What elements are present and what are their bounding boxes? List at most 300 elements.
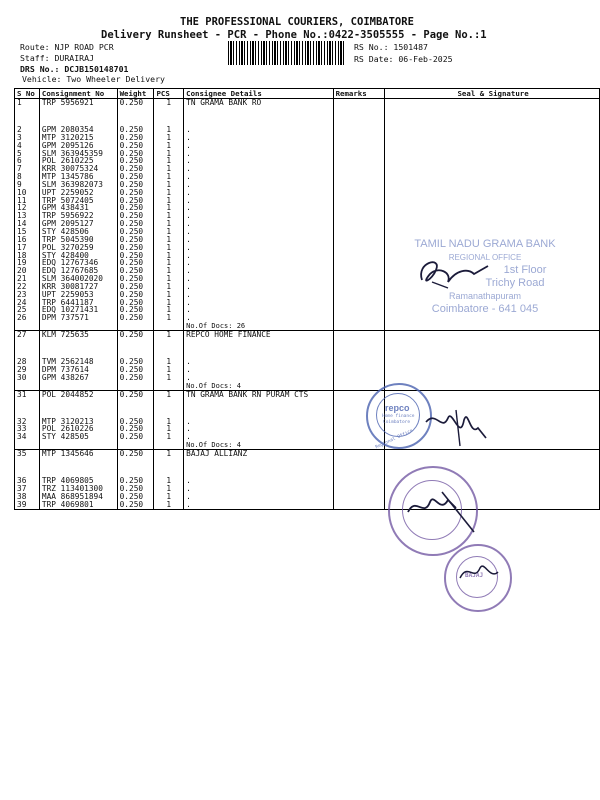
docs-summary-cell	[39, 322, 117, 331]
cell-weight: 0.250	[117, 204, 154, 212]
cell-weight: 0.250	[117, 331, 154, 339]
cell-sno: 35	[15, 450, 40, 458]
cell-consignment: POL 3270259	[39, 244, 117, 252]
cell-consignment: SLM 364002020	[39, 275, 117, 283]
cell-pcs: 1	[154, 107, 184, 134]
docs-summary-cell	[333, 322, 385, 331]
table-row	[15, 339, 600, 366]
cell-seal	[385, 204, 600, 212]
cell-pcs: 1	[154, 314, 184, 322]
cell-pcs: 1	[154, 204, 184, 212]
cell-sno: 39	[15, 501, 40, 509]
cell-consignment: STY 428400	[39, 252, 117, 260]
cell-consignment: TRP 5956921	[39, 99, 117, 107]
table-row	[15, 390, 600, 398]
cell-remarks	[333, 157, 385, 165]
cell-consignment: KLM 725635	[39, 331, 117, 339]
cell-sno: 15	[15, 228, 40, 236]
cell-remarks	[333, 291, 385, 299]
cell-consignment: MTP 3120213	[39, 398, 117, 425]
cell-consignment: GPM 2095127	[39, 220, 117, 228]
cell-mark: .	[184, 134, 333, 142]
cell-mark: .	[184, 189, 333, 197]
cell-pcs: 1	[154, 228, 184, 236]
cell-sno: 14	[15, 220, 40, 228]
cell-seal	[385, 228, 600, 236]
cell-sno: 16	[15, 236, 40, 244]
cell-mark: .	[184, 433, 333, 441]
cell-remarks	[333, 331, 385, 339]
cell-mark: .	[184, 150, 333, 158]
cell-remarks	[333, 299, 385, 307]
cell-consignment: MAA 868951894	[39, 493, 117, 501]
cell-mark: .	[184, 142, 333, 150]
cell-remarks	[333, 142, 385, 150]
table-row	[15, 398, 600, 425]
cell-weight: 0.250	[117, 306, 154, 314]
cell-seal	[385, 212, 600, 220]
cell-sno: 36	[15, 458, 40, 485]
cell-mark: .	[184, 228, 333, 236]
cell-consignment: TVM 2562148	[39, 339, 117, 366]
signature-repco	[420, 402, 492, 450]
cell-pcs: 1	[154, 331, 184, 339]
cell-remarks	[333, 501, 385, 509]
cell-mark: .	[184, 181, 333, 189]
docs-count: No.Of Docs: 26	[184, 322, 333, 331]
docs-count: No.Of Docs: 4	[184, 382, 333, 391]
col-pcs: PCS	[154, 89, 184, 99]
cell-sno: 33	[15, 425, 40, 433]
cell-pcs: 1	[154, 157, 184, 165]
cell-sno: 12	[15, 204, 40, 212]
docs-summary-row	[15, 322, 600, 331]
cell-seal	[385, 157, 600, 165]
table-row	[15, 501, 600, 509]
cell-mark: .	[184, 299, 333, 307]
cell-mark: .	[184, 259, 333, 267]
cell-pcs: 1	[154, 485, 184, 493]
cell-sno: 9	[15, 181, 40, 189]
cell-weight: 0.250	[117, 228, 154, 236]
cell-pcs: 1	[154, 236, 184, 244]
cell-consignment: TRP 4069805	[39, 458, 117, 485]
table-row	[15, 220, 600, 228]
cell-mark: .	[184, 314, 333, 322]
cell-pcs: 1	[154, 142, 184, 150]
cell-weight: 0.250	[117, 259, 154, 267]
cell-remarks	[333, 173, 385, 181]
cell-consignee: BAJAJ ALLIANZ	[184, 450, 333, 458]
table-row	[15, 142, 600, 150]
cell-sno: 32	[15, 398, 40, 425]
cell-weight: 0.250	[117, 165, 154, 173]
cell-weight: 0.250	[117, 275, 154, 283]
cell-consignment: TRP 5072405	[39, 197, 117, 205]
cell-pcs: 1	[154, 299, 184, 307]
cell-mark: .	[184, 366, 333, 374]
cell-mark: .	[184, 275, 333, 283]
cell-consignment: MTP 1345786	[39, 173, 117, 181]
cell-consignment: STY 428505	[39, 433, 117, 441]
cell-remarks	[333, 150, 385, 158]
cell-sno: 31	[15, 390, 40, 398]
cell-mark: .	[184, 306, 333, 314]
cell-remarks	[333, 204, 385, 212]
table-row	[15, 485, 600, 493]
cell-seal	[385, 197, 600, 205]
cell-remarks	[333, 165, 385, 173]
cell-mark: .	[184, 244, 333, 252]
bajaj-stamp-text: BAJAJ	[465, 572, 484, 579]
stamp-bank-line2: REGIONAL OFFICE	[448, 253, 522, 262]
cell-consignment: MTP 1345646	[39, 450, 117, 458]
cell-weight: 0.250	[117, 374, 154, 382]
cell-remarks	[333, 189, 385, 197]
repco-ring-text: Regional Office	[374, 428, 414, 451]
cell-sno: 4	[15, 142, 40, 150]
docs-summary-row	[15, 382, 600, 391]
cell-sno: 6	[15, 157, 40, 165]
cell-sno: 5	[15, 150, 40, 158]
cell-seal	[385, 134, 600, 142]
staff-label: Staff: DURAIRAJ	[20, 53, 94, 63]
cell-sno: 2	[15, 107, 40, 134]
cell-pcs: 1	[154, 189, 184, 197]
docs-summary-cell	[385, 322, 600, 331]
cell-mark: .	[184, 157, 333, 165]
cell-pcs: 1	[154, 306, 184, 314]
table-row	[15, 157, 600, 165]
cell-seal	[385, 450, 600, 458]
docs-summary-cell	[15, 382, 40, 391]
cell-mark: .	[184, 398, 333, 425]
runsheet-subtitle: Delivery Runsheet - PCR - Phone No.:0422-3505555 - Page No.:1	[101, 29, 487, 41]
cell-consignment: TRP 4069801	[39, 501, 117, 509]
cell-consignment: KRR 30075324	[39, 165, 117, 173]
docs-summary-cell	[154, 382, 184, 391]
cell-mark: .	[184, 485, 333, 493]
table-row	[15, 425, 600, 433]
docs-summary-cell	[117, 382, 154, 391]
cell-consignment: TRZ 113401300	[39, 485, 117, 493]
cell-weight: 0.250	[117, 398, 154, 425]
cell-consignment: EDQ 10271431	[39, 306, 117, 314]
rs-number: RS No.: 1501487	[354, 42, 428, 52]
docs-count: No.Of Docs: 4	[184, 441, 333, 450]
cell-pcs: 1	[154, 173, 184, 181]
repco-line1: Home finance	[382, 414, 415, 419]
signature-rn-puram	[398, 478, 482, 536]
cell-consignment: GPM 438267	[39, 374, 117, 382]
table-row	[15, 99, 600, 107]
cell-consignment: STY 428506	[39, 228, 117, 236]
cell-weight: 0.250	[117, 433, 154, 441]
cell-consignment: DPM 737571	[39, 314, 117, 322]
cell-consignee: REPCO HOME FINANCE	[184, 331, 333, 339]
cell-consignment: UPT 2259052	[39, 189, 117, 197]
cell-mark: .	[184, 236, 333, 244]
cell-seal	[385, 107, 600, 134]
cell-seal	[385, 165, 600, 173]
docs-summary-cell	[15, 441, 40, 450]
cell-remarks	[333, 252, 385, 260]
cell-sno: 20	[15, 267, 40, 275]
cell-pcs: 1	[154, 433, 184, 441]
cell-pcs: 1	[154, 267, 184, 275]
table-row	[15, 493, 600, 501]
cell-mark: .	[184, 107, 333, 134]
cell-consignment: DPM 737614	[39, 366, 117, 374]
cell-pcs: 1	[154, 283, 184, 291]
cell-weight: 0.250	[117, 458, 154, 485]
docs-summary-cell	[39, 441, 117, 450]
cell-seal	[385, 366, 600, 374]
cell-mark: .	[184, 204, 333, 212]
cell-pcs: 1	[154, 212, 184, 220]
cell-weight: 0.250	[117, 267, 154, 275]
cell-weight: 0.250	[117, 244, 154, 252]
table-row	[15, 433, 600, 441]
docs-summary-cell	[154, 322, 184, 331]
cell-pcs: 1	[154, 197, 184, 205]
cell-mark: .	[184, 283, 333, 291]
cell-sno: 18	[15, 252, 40, 260]
cell-sno: 19	[15, 259, 40, 267]
cell-sno: 25	[15, 306, 40, 314]
cell-weight: 0.250	[117, 142, 154, 150]
cell-seal	[385, 150, 600, 158]
docs-summary-cell	[15, 322, 40, 331]
docs-summary-cell	[333, 382, 385, 391]
cell-pcs: 1	[154, 181, 184, 189]
cell-weight: 0.250	[117, 485, 154, 493]
table-header-row	[15, 89, 600, 99]
cell-consignment: GPM 438431	[39, 204, 117, 212]
cell-weight: 0.250	[117, 314, 154, 322]
rs-date: RS Date: 06-Feb-2025	[354, 54, 453, 64]
cell-weight: 0.250	[117, 157, 154, 165]
cell-weight: 0.250	[117, 339, 154, 366]
cell-pcs: 1	[154, 374, 184, 382]
cell-weight: 0.250	[117, 189, 154, 197]
cell-pcs: 1	[154, 398, 184, 425]
table-row	[15, 204, 600, 212]
cell-remarks	[333, 220, 385, 228]
cell-consignment: KRR 30081727	[39, 283, 117, 291]
table-row	[15, 458, 600, 485]
cell-remarks	[333, 244, 385, 252]
cell-mark: .	[184, 291, 333, 299]
cell-remarks	[333, 275, 385, 283]
cell-sno: 3	[15, 134, 40, 142]
cell-mark: .	[184, 252, 333, 260]
cell-weight: 0.250	[117, 501, 154, 509]
cell-remarks	[333, 99, 385, 107]
cell-mark: .	[184, 339, 333, 366]
cell-weight: 0.250	[117, 366, 154, 374]
cell-pcs: 1	[154, 450, 184, 458]
cell-weight: 0.250	[117, 283, 154, 291]
cell-weight: 0.250	[117, 212, 154, 220]
cell-pcs: 1	[154, 493, 184, 501]
table-row	[15, 165, 600, 173]
stamp-bank-line4: Trichy Road	[485, 277, 545, 289]
cell-mark: .	[184, 493, 333, 501]
table-row	[15, 212, 600, 220]
cell-pcs: 1	[154, 150, 184, 158]
cell-sno: 22	[15, 283, 40, 291]
table-row	[15, 134, 600, 142]
cell-sno: 8	[15, 173, 40, 181]
cell-consignee: TN GRAMA BANK RO	[184, 99, 333, 107]
table-row	[15, 366, 600, 374]
cell-mark: .	[184, 374, 333, 382]
cell-weight: 0.250	[117, 181, 154, 189]
cell-pcs: 1	[154, 244, 184, 252]
cell-remarks	[333, 374, 385, 382]
cell-consignment: UPT 2259053	[39, 291, 117, 299]
barcode	[228, 41, 346, 65]
cell-pcs: 1	[154, 390, 184, 398]
cell-mark: .	[184, 212, 333, 220]
cell-sno: 11	[15, 197, 40, 205]
cell-seal	[385, 142, 600, 150]
cell-consignment: GPM 2080354	[39, 107, 117, 134]
cell-sno: 21	[15, 275, 40, 283]
cell-mark: .	[184, 267, 333, 275]
cell-sno: 37	[15, 485, 40, 493]
table-row	[15, 450, 600, 458]
table-row	[15, 189, 600, 197]
cell-weight: 0.250	[117, 197, 154, 205]
stamp-bank-line5: Ramanathapuram	[448, 291, 522, 301]
cell-mark: .	[184, 220, 333, 228]
cell-remarks	[333, 366, 385, 374]
cell-weight: 0.250	[117, 99, 154, 107]
docs-summary-cell	[117, 322, 154, 331]
docs-summary-cell	[117, 441, 154, 450]
cell-consignment: MTP 3120215	[39, 134, 117, 142]
cell-remarks	[333, 181, 385, 189]
cell-weight: 0.250	[117, 425, 154, 433]
cell-remarks	[333, 339, 385, 366]
cell-remarks	[333, 259, 385, 267]
table-row	[15, 197, 600, 205]
cell-sno: 17	[15, 244, 40, 252]
col-weight: Weight	[117, 89, 154, 99]
cell-consignment: SLM 363982073	[39, 181, 117, 189]
cell-remarks	[333, 107, 385, 134]
cell-weight: 0.250	[117, 450, 154, 458]
stamp-bank-line6: Coimbatore - 641 045	[431, 303, 539, 315]
cell-consignment: POL 2044852	[39, 390, 117, 398]
cell-remarks	[333, 450, 385, 458]
docs-summary-cell	[154, 441, 184, 450]
cell-sno: 10	[15, 189, 40, 197]
vehicle-label: Vehicle: Two Wheeler Delivery	[22, 74, 165, 84]
cell-sno: 7	[15, 165, 40, 173]
cell-remarks	[333, 458, 385, 485]
cell-pcs: 1	[154, 425, 184, 433]
cell-consignment: TRP 5956922	[39, 212, 117, 220]
cell-mark: .	[184, 501, 333, 509]
table-row	[15, 374, 600, 382]
cell-remarks	[333, 267, 385, 275]
cell-consignment: EDQ 12767346	[39, 259, 117, 267]
cell-consignment: TRP 6441187	[39, 299, 117, 307]
cell-consignment: POL 2610226	[39, 425, 117, 433]
cell-remarks	[333, 236, 385, 244]
route-label: Route: NJP ROAD PCR	[20, 42, 114, 52]
cell-pcs: 1	[154, 165, 184, 173]
table-row	[15, 228, 600, 236]
stamp-bank-line3: 1st Floor	[503, 264, 547, 276]
cell-weight: 0.250	[117, 493, 154, 501]
cell-weight: 0.250	[117, 236, 154, 244]
repco-brand: repco	[385, 403, 410, 413]
table-row	[15, 181, 600, 189]
cell-sno: 13	[15, 212, 40, 220]
cell-remarks	[333, 134, 385, 142]
cell-pcs: 1	[154, 291, 184, 299]
cell-pcs: 1	[154, 366, 184, 374]
cell-sno: 38	[15, 493, 40, 501]
cell-sno: 30	[15, 374, 40, 382]
table-row	[15, 107, 600, 134]
cell-weight: 0.250	[117, 252, 154, 260]
cell-weight: 0.250	[117, 220, 154, 228]
cell-seal	[385, 99, 600, 107]
drs-number: DRS No.: DCJB150148701	[20, 64, 129, 74]
signature-bajaj	[454, 552, 504, 592]
cell-weight: 0.250	[117, 291, 154, 299]
table-row	[15, 173, 600, 181]
cell-sno: 29	[15, 366, 40, 374]
col-consignment: Consignment No	[39, 89, 117, 99]
cell-consignment: EDQ 12767685	[39, 267, 117, 275]
cell-consignment: GPM 2095126	[39, 142, 117, 150]
col-remarks: Remarks	[333, 89, 385, 99]
cell-remarks	[333, 493, 385, 501]
cell-weight: 0.250	[117, 299, 154, 307]
cell-pcs: 1	[154, 275, 184, 283]
cell-sno: 26	[15, 314, 40, 322]
col-sno: S No	[15, 89, 40, 99]
table-row	[15, 150, 600, 158]
cell-weight: 0.250	[117, 173, 154, 181]
cell-sno: 34	[15, 433, 40, 441]
cell-mark: .	[184, 173, 333, 181]
cell-sno: 23	[15, 291, 40, 299]
cell-weight: 0.250	[117, 107, 154, 134]
cell-consignment: SLM 363945359	[39, 150, 117, 158]
cell-seal	[385, 181, 600, 189]
cell-pcs: 1	[154, 458, 184, 485]
cell-weight: 0.250	[117, 134, 154, 142]
cell-remarks	[333, 283, 385, 291]
cell-pcs: 1	[154, 99, 184, 107]
stamp-bank-line1: TAMIL NADU GRAMA BANK	[414, 238, 556, 250]
cell-remarks	[333, 212, 385, 220]
cell-sno: 28	[15, 339, 40, 366]
cell-remarks	[333, 228, 385, 236]
docs-summary-cell	[39, 382, 117, 391]
cell-sno: 24	[15, 299, 40, 307]
cell-seal	[385, 220, 600, 228]
cell-seal	[385, 374, 600, 382]
col-consignee: Consignee Details	[184, 89, 333, 99]
